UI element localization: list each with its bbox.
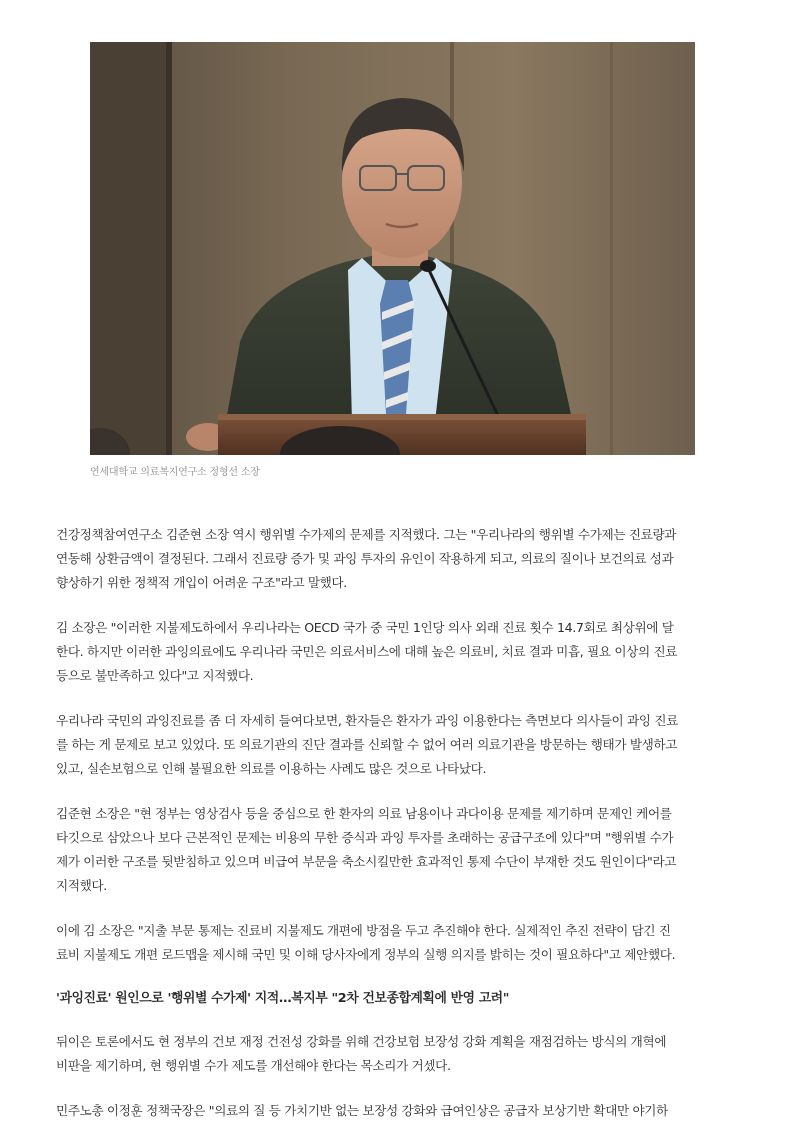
section-subheading: '과잉진료' 원인으로 '행위별 수가제' 지적…복지부 "2차 건보종합계획에 반영 고려" [56,991,510,1006]
paragraph: 건강정책참여연구소 김준현 소장 역시 행위별 수가제의 문제를 지적했다. 그는 "우리나라의 행위별 수가제는 진료량과 연동해 상환금액이 결정된다. 그래서 진료량 증가 및 과잉 투자의 유인이 작용하게 되고, 의료의 질이나 보건의료 성과 향상하기 위한 정책적 개입이 어려운 구조"라고 말했다. [56,527,677,590]
speaker-photo [90,42,695,455]
article-body [56,523,746,1144]
paragraph: 김준현 소장은 "현 정부는 영상검사 등을 중심으로 한 환자의 의료 남용이나 과다이용 문제를 제기하며 문제인 케어를 타깃으로 삼았으나 보다 근본적인 문제는 비용의 무한 증식과 과잉 투자를 초래하는 공급구조에 있다"며 "행위별 수가 제가 이러한 구조를 뒷받침하고 있으며 비급여 부문을 축소시킬만한 효과적인 통제 수단이 부재한 것도 원인이다"라고 지적했다. [56,806,677,893]
photo-caption: 연세대학교 의료복지연구소 정형선 소장 [90,467,260,478]
speaker-photo-illustration [90,42,695,455]
paragraph: 우리나라 국민의 과잉진료를 좀 더 자세히 들여다보면, 환자들은 환자가 과잉 이용한다는 측면보다 의사들이 과잉 진료 를 하는 게 문제로 보고 있었다. 또 의료기관의 진단 결과를 신뢰할 수 없어 여러 의료기관을 방문하는 행태가 발생하고 있고, 실손보험으로 인해 불필요한 의료를 이용하는 사례도 많은 것으로 나타났다. [56,713,678,776]
paragraph: 뒤이은 토론에서도 현 정부의 건보 재정 건전성 강화를 위해 건강보험 보장성 강화 계획을 재점검하는 방식의 개혁에 비판을 제기하며, 현 행위별 수가 제도를 개선해야 한다는 목소리가 거셌다. [56,1034,667,1073]
paragraph: 이에 김 소장은 "지출 부문 통제는 진료비 지불제도 개편에 방점을 두고 추진해야 한다. 실제적인 추진 전략이 담긴 진 료비 지불제도 개편 로드맵을 제시해 국민 및 이해 당사자에게 정부의 실행 의지를 밝히는 것이 필요하다"고 제안했다. [56,923,676,962]
paragraph: 김 소장은 "이러한 지불제도하에서 우리나라는 OECD 국가 중 국민 1인당 의사 외래 진료 횟수 14.7회로 최상위에 달 한다. 하지만 이러한 과잉의료에도 우리나라 국민은 의료서비스에 대해 높은 의료비, 치료 결과 미흡, 필요 이상의 진료 등으로 불만족하고 있다"고 지적했다. [56,620,678,683]
paragraph: 민주노총 이정훈 정책국장은 "의료의 질 등 가치기반 없는 보장성 강화와 급여인상은 공급자 보상기반 확대만 야기하 [56,1103,668,1118]
